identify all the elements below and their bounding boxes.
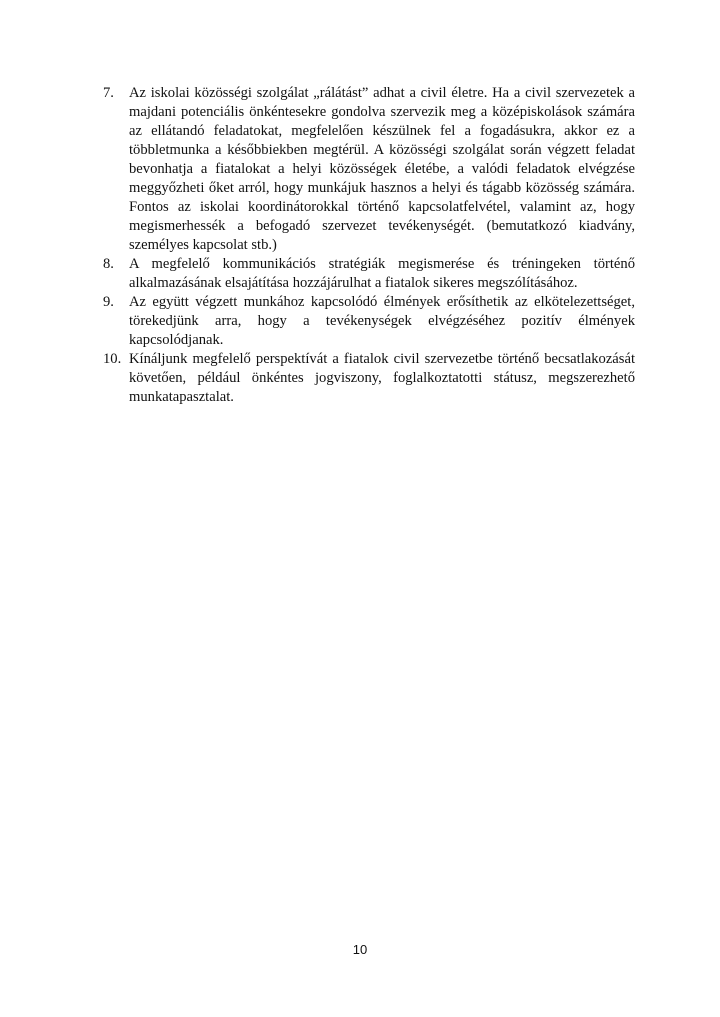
list-item-number: 8.: [103, 256, 114, 272]
list-item-text: A megfelelő kommunikációs stratégiák megismerése és tréningeken történő alkalmazásának elsajátítása hozzájárulhat a fiatalok sikeres megszólításához.: [129, 256, 635, 291]
page-number: 10: [352, 942, 368, 957]
list-item: [103, 293, 635, 350]
list-item-number: 10.: [103, 351, 122, 367]
list-item-number: 9.: [103, 294, 114, 310]
numbered-list: [103, 84, 635, 407]
list-item: [103, 84, 635, 255]
list-item-text: Az iskolai közösségi szolgálat „rálátást” adhat a civil életre. Ha a civil szervezetek a majdani potenciális önkéntesekre gondolva szervezik meg a középiskolások számára az ellátandó feladatokat, megfelelően készülnek fel a fogadásukra, akkor ez a többletmunka a későbbiekben megtérül. A közösségi szolgálat során végzett feladat bevonhatja a fiatalokat a helyi közösségek életébe, a valódi feladatok elvégzése meggyőzheti őket arról, hogy munkájuk hasznos a helyi és tágabb közösség számára. Fontos az iskolai koordinátorokkal történő kapcsolatfelvétel, valamint az, hogy megismerhessék a befogadó szervezet tevékenységét. (bemutatkozó kiadvány, személyes kapcsolat stb.): [129, 85, 635, 253]
list-item-text: Kínáljunk megfelelő perspektívát a fiatalok civil szervezetbe történő becsatlakozását követően, például önkéntes jogviszony, foglalkoztatotti státusz, megszerezhető munkatapasztalat.: [129, 351, 635, 405]
list-item: [103, 255, 635, 293]
list-item: [103, 350, 635, 407]
list-item-text: Az együtt végzett munkához kapcsolódó élmények erősíthetik az elkötelezettséget, törekedjünk arra, hogy a tevékenységek elvégzéséhez pozitív élmények kapcsolódjanak.: [129, 294, 635, 348]
list-item-number: 7.: [103, 85, 114, 101]
